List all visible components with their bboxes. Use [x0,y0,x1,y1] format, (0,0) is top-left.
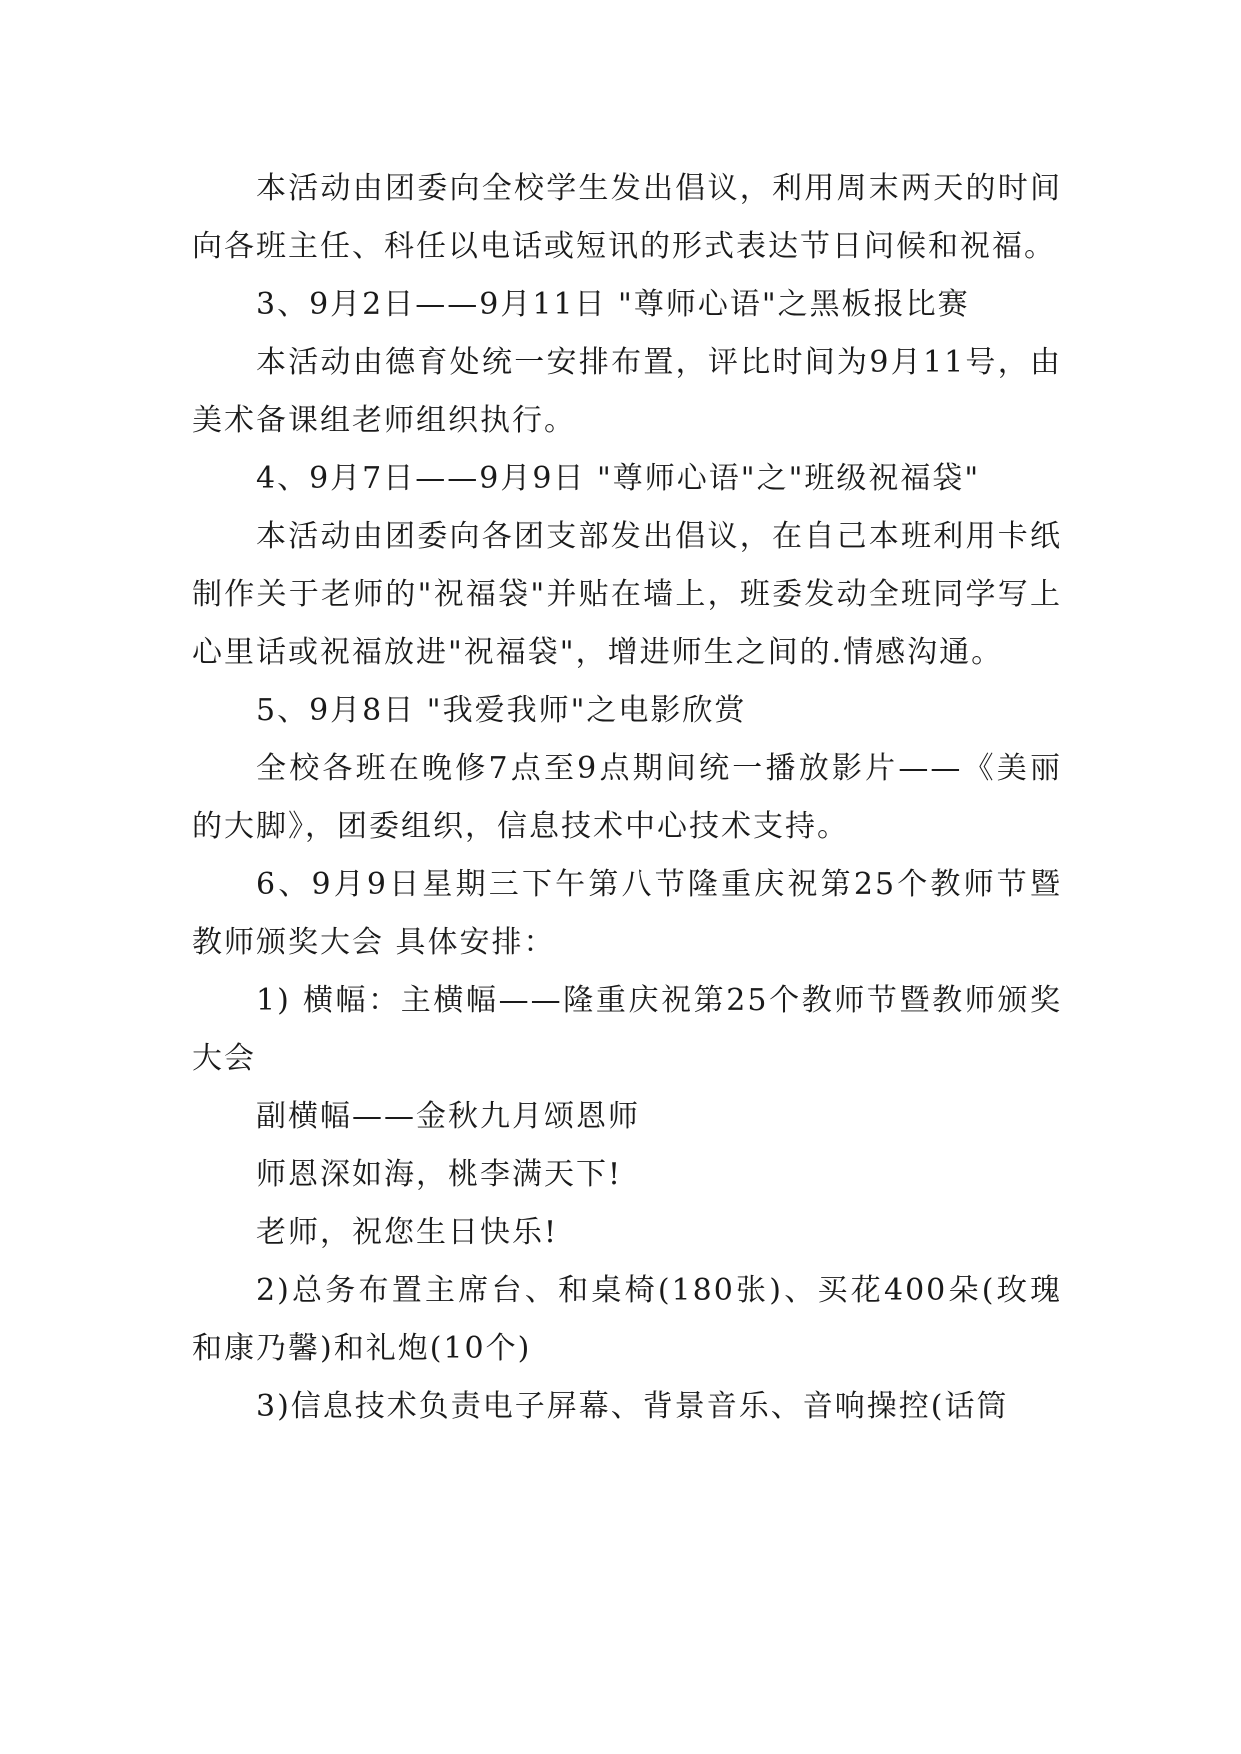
paragraph-8: 6、9月9日星期三下午第八节隆重庆祝第25个教师节暨教师颁奖大会 具体安排： [192,867,1062,960]
paragraph-9: 1) 横幅：主横幅——隆重庆祝第25个教师节暨教师颁奖大会 [192,983,1062,1076]
paragraph-2: 3、9月2日——9月11日 "尊师心语"之黑板报比赛 [256,287,970,322]
paragraph-13: 2)总务布置主席台、和桌椅(180张)、买花400朵(玫瑰和康乃馨)和礼炮(10个) [192,1273,1062,1366]
paragraph-3: 本活动由德育处统一安排布置，评比时间为9月11号，由美术备课组老师组织执行。 [192,345,1062,438]
paragraph-1: 本活动由团委向全校学生发出倡议，利用周末两天的时间向各班主任、科任以电话或短讯的形式表达节日问候和祝福。 [192,171,1062,264]
paragraph-11: 师恩深如海，桃李满天下! [256,1157,623,1192]
paragraph-5: 本活动由团委向各团支部发出倡议，在自己本班利用卡纸制作关于老师的"祝福袋"并贴在墙上，班委发动全班同学写上心里话或祝福放进"祝福袋"，增进师生之间的.情感沟通。 [192,519,1062,670]
paragraph-7: 全校各班在晚修7点至9点期间统一播放影片——《美丽的大脚》，团委组织，信息技术中心技术支持。 [192,751,1062,844]
paragraph-14: 3)信息技术负责电子屏幕、背景音乐、音响操控(话筒 [256,1389,1009,1424]
paragraph-4: 4、9月7日——9月9日 "尊师心语"之"班级祝福袋" [256,461,981,496]
document-body [192,160,1062,1436]
paragraph-6: 5、9月8日 "我爱我师"之电影欣赏 [256,693,747,728]
paragraph-12: 老师，祝您生日快乐! [256,1215,559,1250]
paragraph-10: 副横幅——金秋九月颂恩师 [256,1099,640,1134]
